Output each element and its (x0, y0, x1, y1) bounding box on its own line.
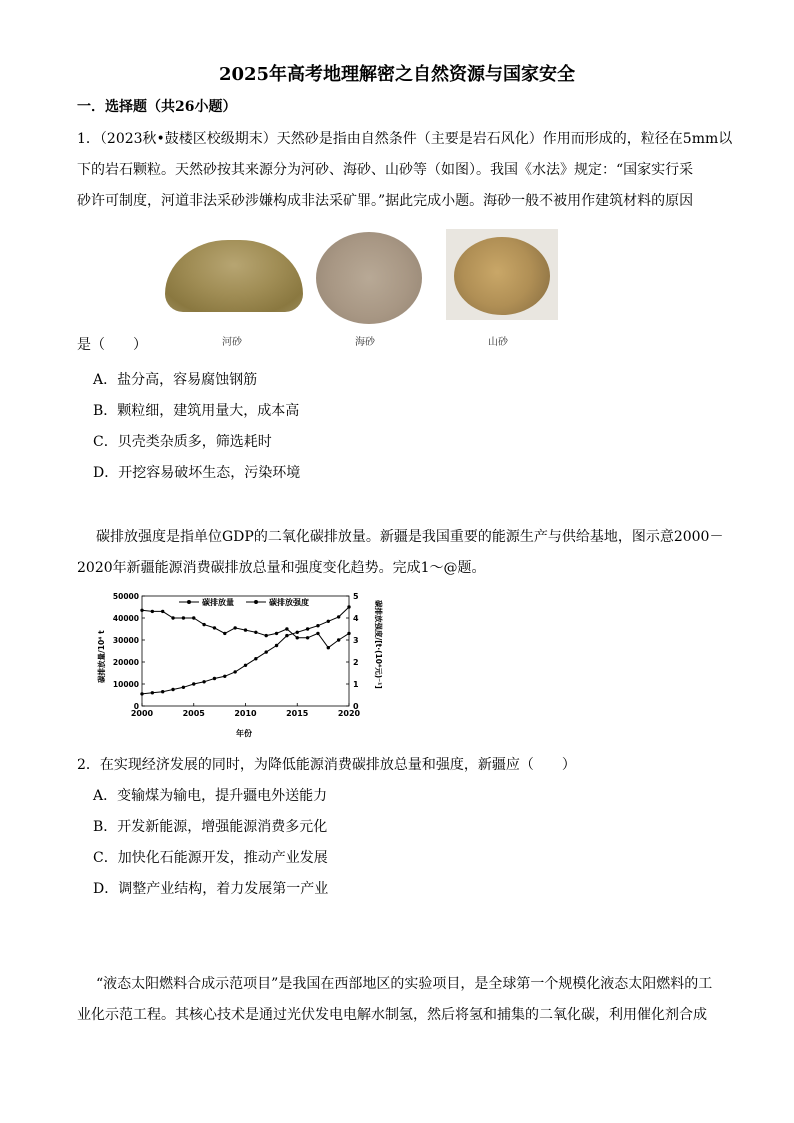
data-point-emission (223, 675, 226, 678)
data-point-intensity (233, 626, 236, 629)
sand-image-sea (316, 232, 422, 324)
q2-stem: 2．在实现经济发展的同时，为降低能源消费碳排放总量和强度，新疆应（ ） (77, 757, 576, 773)
y2-tick-label: 4 (353, 614, 359, 623)
data-point-emission (347, 605, 350, 608)
page-title: 2025年高考地理解密之自然资源与国家安全 (218, 64, 576, 85)
legend-label-emission: 碳排放量 (202, 598, 234, 607)
data-point-emission (151, 691, 154, 694)
data-point-emission (244, 664, 247, 667)
y-tick-label: 20000 (112, 658, 139, 667)
q1-line-2: 下的岩石颗粒。天然砂按其来源分为河砂、海砂、山砂等（如图）。我国《水法》规定：“国家实行采 (77, 162, 694, 178)
q2-option-c: C．加快化石能源开发，推动产业发展 (93, 850, 328, 866)
data-point-intensity (192, 616, 195, 619)
legend-marker-emission (187, 600, 191, 604)
data-point-emission (161, 690, 164, 693)
data-point-intensity (296, 636, 299, 639)
data-point-intensity (254, 631, 257, 634)
q2-option-a: A．变输煤为输电，提升疆电外送能力 (93, 788, 328, 804)
q1-line-4: 是（ ） (77, 337, 147, 353)
caption-mountain-sand: 山砂 (488, 337, 508, 348)
data-point-intensity (182, 616, 185, 619)
y-tick-label: 50000 (112, 592, 139, 601)
legend-label-intensity: 碳排放强度 (269, 598, 309, 607)
data-point-emission (275, 644, 278, 647)
data-point-intensity (161, 610, 164, 613)
caption-river-sand: 河砂 (222, 337, 242, 348)
data-point-intensity (213, 626, 216, 629)
data-point-emission (254, 657, 257, 660)
x-tick-label: 2005 (182, 709, 205, 718)
data-point-emission (265, 650, 268, 653)
data-point-emission (182, 686, 185, 689)
intro3-line-2: 业化示范工程。其核心技术是通过光伏发电电解水制氢，然后将氢和捕集的二氧化碳，利用催化剂合成 (77, 1007, 707, 1023)
sand-image-mountain (446, 229, 558, 320)
q1-line-1: 1．（2023秋•鼓楼区校级期末）天然砂是指由自然条件（主要是岩石风化）作用而形成的，粒径在5mm以 (77, 131, 733, 147)
data-point-intensity (306, 636, 309, 639)
data-point-intensity (285, 627, 288, 630)
x-axis-label: 年份 (236, 729, 252, 738)
x-tick-label: 2000 (130, 709, 154, 718)
data-point-intensity (265, 634, 268, 637)
data-point-emission (285, 634, 288, 637)
x-tick-label: 2010 (234, 709, 257, 718)
y-tick-label: 0 (133, 702, 139, 711)
q1-option-a: A．盐分高，容易腐蚀钢筋 (93, 372, 258, 388)
data-point-intensity (347, 632, 350, 635)
intro3-line-1: “液态太阳燃料合成示范项目”是我国在西部地区的实验项目，是全球第一个规模化液态太阳燃料的工 (96, 976, 713, 992)
data-point-intensity (151, 610, 154, 613)
data-point-emission (202, 680, 205, 683)
sand-image-river (165, 232, 303, 314)
data-point-emission (171, 688, 174, 691)
y-tick-label: 30000 (112, 636, 139, 645)
data-point-intensity (223, 632, 226, 635)
y-tick-label: 40000 (112, 614, 139, 623)
data-point-emission (140, 692, 143, 695)
data-point-emission (296, 631, 299, 634)
data-point-emission (192, 682, 195, 685)
x-tick-label: 2015 (286, 709, 309, 718)
data-point-intensity (140, 609, 143, 612)
q2-option-b: B．开发新能源，增强能源消费多元化 (93, 819, 328, 835)
section-heading: 一．选择题（共26小题） (77, 99, 237, 115)
data-point-intensity (202, 623, 205, 626)
data-point-emission (213, 677, 216, 680)
y-axis-label: 碳排放量/10⁴ t (97, 630, 106, 683)
data-point-emission (233, 670, 236, 673)
q2-option-d: D．调整产业结构，着力发展第一产业 (93, 881, 329, 897)
x-tick-label: 2020 (337, 709, 361, 718)
data-point-intensity (327, 646, 330, 649)
data-point-intensity (337, 638, 340, 641)
y2-tick-label: 1 (353, 680, 359, 689)
data-point-emission (306, 627, 309, 630)
q1-option-c: C．贝壳类杂质多，筛选耗时 (93, 434, 272, 450)
data-point-emission (327, 620, 330, 623)
q1-option-d: D．开挖容易破坏生态，污染环境 (93, 465, 301, 481)
q1-option-b: B．颗粒细，建筑用量大，成本高 (93, 403, 300, 419)
series-line-emission (142, 607, 349, 694)
data-point-emission (316, 624, 319, 627)
data-point-intensity (171, 616, 174, 619)
intro2-line-1: 碳排放强度是指单位GDP的二氧化碳排放量。新疆是我国重要的能源生产与供给基地，图示意2000－ (96, 529, 724, 545)
caption-sea-sand: 海砂 (355, 337, 375, 348)
data-point-intensity (244, 628, 247, 631)
data-point-intensity (316, 632, 319, 635)
y2-tick-label: 5 (353, 592, 359, 601)
carbon-emission-chart (94, 588, 394, 738)
legend-marker-intensity (254, 600, 258, 604)
y2-tick-label: 3 (353, 636, 359, 645)
data-point-emission (337, 615, 340, 618)
data-point-intensity (275, 632, 278, 635)
y2-tick-label: 0 (353, 702, 359, 711)
y-tick-label: 10000 (112, 680, 139, 689)
intro2-line-2: 2020年新疆能源消费碳排放总量和强度变化趋势。完成1～@题。 (77, 560, 486, 576)
q1-line-3: 砂许可制度，河道非法采砂涉嫌构成非法采矿罪。”据此完成小题。海砂一般不被用作建筑材料的原因 (77, 193, 694, 209)
y2-axis-label: 碳排放强度/[t·(10⁴元)⁻¹] (374, 600, 383, 689)
y2-tick-label: 2 (353, 658, 359, 667)
